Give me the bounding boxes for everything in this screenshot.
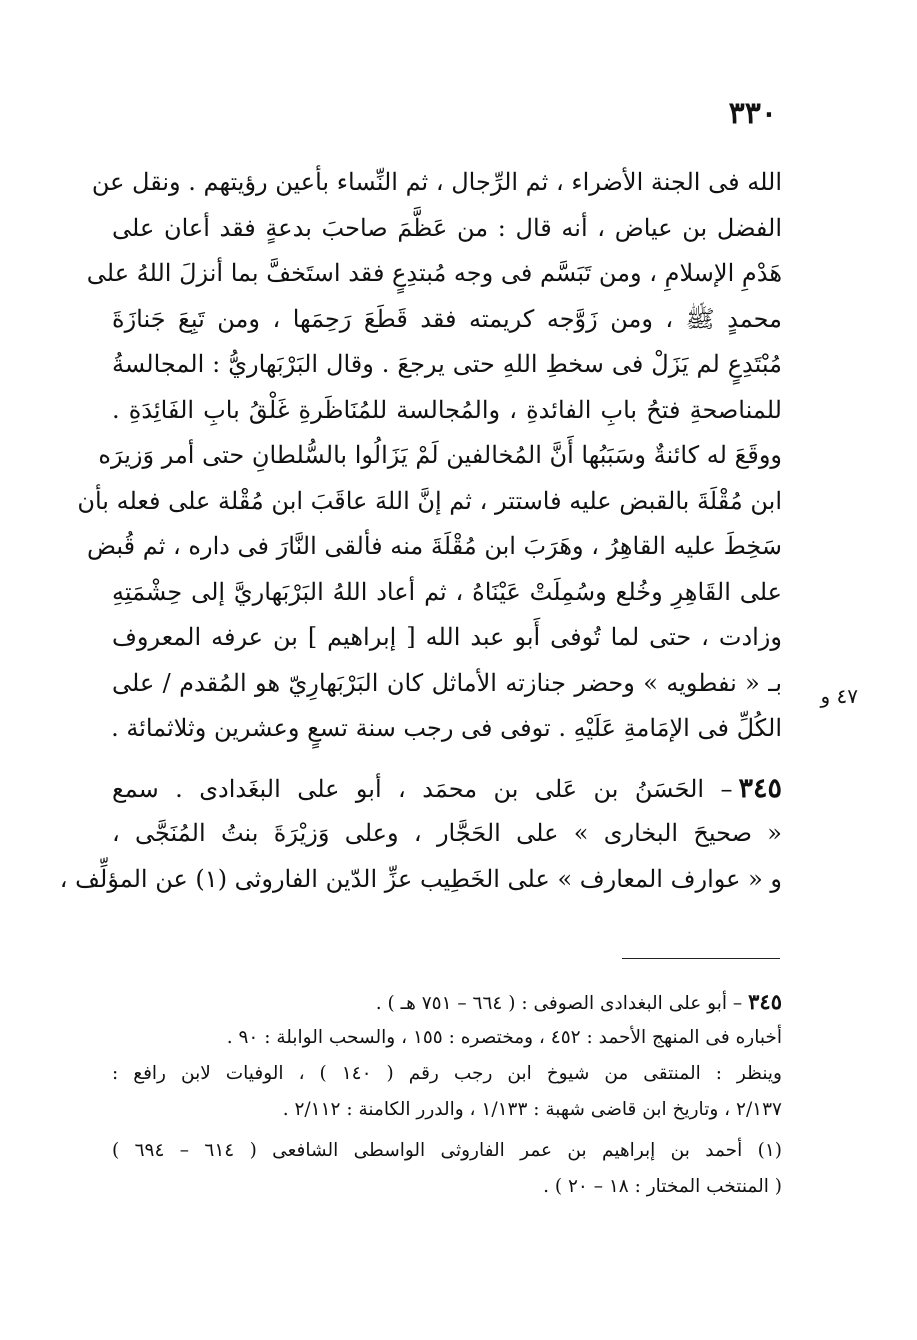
footnote-line: ( المنتخب المختار : ١٨ – ٢٠ ) .: [543, 1176, 782, 1197]
entry-line: و « عوارف المعارف » على الخَطِيب عزِّ الدّين الفاروثى (١) عن المؤلِّف ،: [59, 864, 782, 893]
body-line: مُبْتَدِعٍ لم يَزَلْ فى سخطِ اللهِ حتى يرجعَ . وقال البَرْبَهاريُّ : المجالسةُ: [112, 350, 782, 378]
entry-number: ٣٤٥: [738, 772, 782, 804]
body-line: للمناصحةِ فتحُ بابِ الفائدةِ ، والمُجالسة للمُنَاظَرةِ غَلْقُ بابِ الفَائِدَةِ .: [112, 395, 782, 424]
body-line: الله فى الجنة الأضراء ، ثم الرِّجال ، ثم النِّساء بأعين رؤيتهم . ونقل عن: [91, 168, 782, 196]
body-line: هَدْمِ الإسلامِ ، ومن تَبَسَّم فى وجه مُبتدِعٍ فقد استَخفَّ بما أنزلَ اللهُ على: [86, 259, 782, 287]
footnote-entry-line: [112, 984, 782, 1020]
footnote-line: ٢/١٣٧ ، وتاريخ ابن قاضى شهبة : ١/١٣٣ ، والدرر الكامنة : ٢/١١٢ .: [282, 1099, 782, 1120]
body-line: ووقَعَ له كائنةٌ وسَبَبُها أَنَّ المُخالفين لَمْ يَزَالُوا بالسُّلطانِ حتى أمر وَزيرَه: [98, 441, 782, 469]
footnote-entry-text: – أبو على البغدادى الصوفى : ( ٦٦٤ – ٧٥١ هـ ) .: [375, 993, 743, 1014]
body-line: بـ « نفطويه » وحضر جنازته الأماثل كان البَرْبَهارِيّ هو المُقدم / على: [112, 668, 782, 697]
body-line: الفضل بن عياض ، أنه قال : من عَظَّمَ صاحبَ بدعةٍ فقد أعان على: [112, 213, 782, 242]
margin-note: ٤٧ و: [820, 684, 858, 708]
body-line: محمدٍ ﷺ ، ومن زَوَّجه كريمته فقد قَطَعَ رَحِمَها ، ومن تَبِعَ جَنازَةَ: [112, 304, 782, 333]
entry-heading-line: [112, 766, 782, 812]
footnote-line: أخباره فى المنهج الأحمد : ٤٥٢ ، ومختصره : ١٥٥ ، والسحب الوابلة : ٩٠ .: [226, 1027, 782, 1048]
body-line: وزادت ، حتى لما تُوفى أَبو عبد الله [ إبراهيم ] بن عرفه المعروف: [112, 623, 782, 651]
footnote-entry-number: ٣٤٥: [748, 989, 782, 1014]
body-line: سَخِطَ عليه القاهِرُ ، وهَرَبَ ابن مُقْلَةَ منه فألقى النَّارَ فى داره ، ثم قُبض: [87, 532, 782, 560]
footnote-divider: [622, 958, 780, 959]
body-line: ابن مُقْلَةَ بالقبض عليه فاستتر ، ثم إنَّ اللهَ عاقَبَ ابن مُقْلة على فعله بأن: [77, 486, 782, 515]
footnote-line: (١) أحمد بن إبراهيم بن عمر الفاروثى الواسطى الشافعى ( ٦١٤ – ٦٩٤ ): [112, 1140, 782, 1161]
entry-line: – الحَسَنُ بن عَلى بن محمَد ، أبو على البغَدادى . سمع: [112, 774, 733, 803]
body-line: الكُلِّ فى الإمَامةِ عَلَيْهِ . توفى فى رجب سنة تسعٍ وعشرين وثلاثمائة .: [111, 714, 782, 742]
footnote-line: وينظر : المنتقى من شيوخ ابن رجب رقم ( ١٤٠ ) ، الوفيات لابن رافع :: [112, 1063, 782, 1084]
body-text: [59, 160, 782, 902]
page-number: ٣٣٠: [728, 96, 777, 131]
body-line: على القَاهِرِ وخُلع وسُمِلَتْ عَيْنَاهُ ، ثم أعاد اللهُ البَرْبَهاريَّ إلى حِشْمَتِهِ: [112, 577, 782, 606]
entry-line: « صحيحَ البخارى » على الحَجَّار ، وعلى وَزيْرَةَ بنتُ المُنَجَّى ،: [112, 819, 782, 847]
footnotes: [112, 984, 782, 1205]
